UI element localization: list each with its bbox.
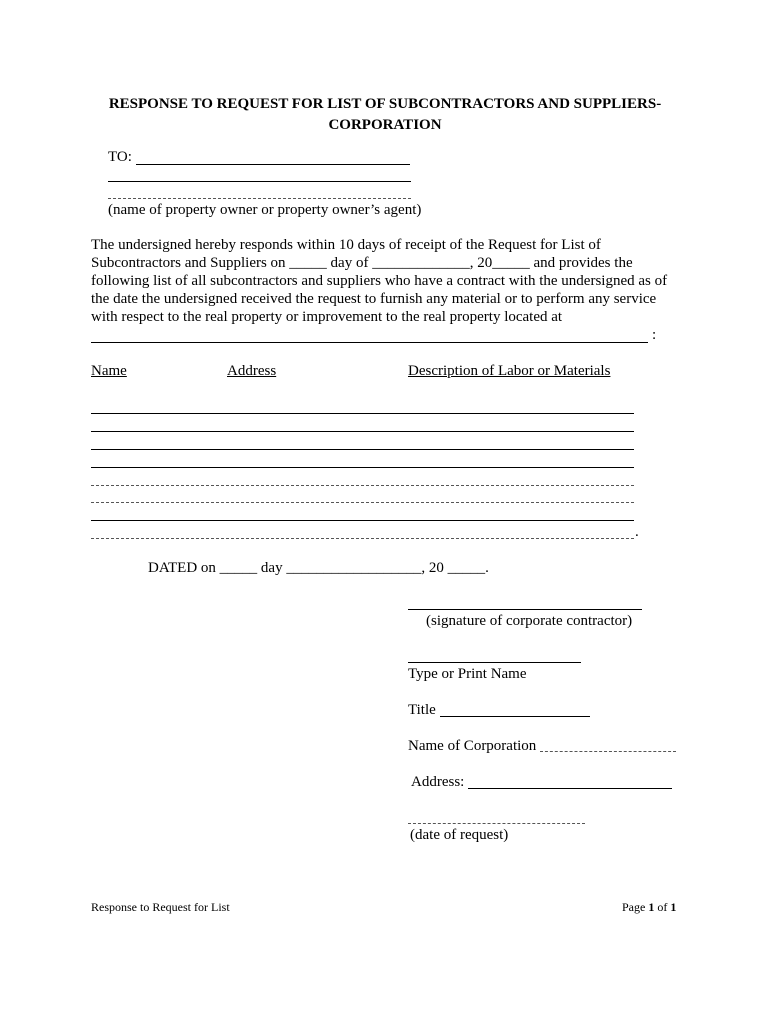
entry-line-4[interactable] — [91, 467, 634, 468]
owner-caption: (name of property owner or property owner’s agent) — [108, 202, 422, 218]
to-line-1[interactable] — [136, 164, 410, 165]
date-of-request-line[interactable] — [408, 823, 585, 824]
table-end-period: . — [635, 524, 639, 540]
body-line-1: The undersigned hereby responds within 10 days of receipt of the Request for List of — [91, 237, 601, 253]
date-of-request-label: (date of request) — [410, 827, 509, 843]
footer-of: of — [657, 900, 668, 914]
signature-line[interactable] — [408, 609, 642, 610]
dated-line: DATED on _____ day __________________, 20 _____. — [148, 560, 489, 576]
entry-line-6[interactable] — [91, 502, 634, 503]
signature-caption: (signature of corporate contractor) — [426, 613, 633, 629]
footer-page-num: 1 — [648, 900, 655, 914]
body-line-4: the date the undersigned received the request to furnish any material or to perform any service — [91, 291, 657, 307]
entry-line-8[interactable] — [91, 538, 634, 539]
document-title — [90, 94, 680, 136]
to-line-3[interactable] — [108, 198, 411, 199]
header-name: Name — [91, 363, 127, 379]
entry-line-1[interactable] — [91, 413, 634, 414]
entry-line-3[interactable] — [91, 449, 634, 450]
footer-page-prefix: Page — [622, 900, 646, 914]
address-field-line[interactable] — [468, 788, 672, 789]
entry-line-2[interactable] — [91, 431, 634, 432]
body-line-5: with respect to the real property or improvement to the real property located at — [91, 309, 563, 325]
footer-page — [622, 900, 676, 914]
entry-line-5[interactable] — [91, 485, 634, 486]
print-name-line[interactable] — [408, 662, 581, 663]
footer-page-total: 1 — [670, 900, 677, 914]
title-line-1: RESPONSE TO REQUEST FOR LIST OF SUBCONTRACTORS AND SUPPLIERS- — [108, 96, 662, 112]
title-line-2: CORPORATION — [328, 117, 442, 133]
corporation-field-line[interactable] — [540, 751, 676, 752]
header-description: Description of Labor or Materials — [408, 363, 611, 379]
body-line-3: following list of all subcontractors and suppliers who have a contract with the undersigned as of — [91, 273, 668, 289]
to-label: TO: — [108, 149, 132, 165]
location-line[interactable] — [91, 342, 648, 343]
address-label: Address: — [411, 774, 465, 790]
type-print-name-label: Type or Print Name — [408, 666, 527, 682]
footer-left: Response to Request for List — [91, 900, 230, 914]
to-line-2[interactable] — [108, 181, 411, 182]
corporation-label: Name of Corporation — [408, 738, 537, 754]
title-label: Title — [408, 702, 436, 718]
body-paragraph — [91, 236, 691, 326]
entry-line-7[interactable] — [91, 520, 634, 521]
header-address: Address — [227, 363, 277, 379]
title-field-line[interactable] — [440, 716, 590, 717]
location-colon: : — [652, 327, 657, 343]
body-line-2: Subcontractors and Suppliers on _____ day of _____________, 20_____ and provides the — [91, 255, 633, 271]
